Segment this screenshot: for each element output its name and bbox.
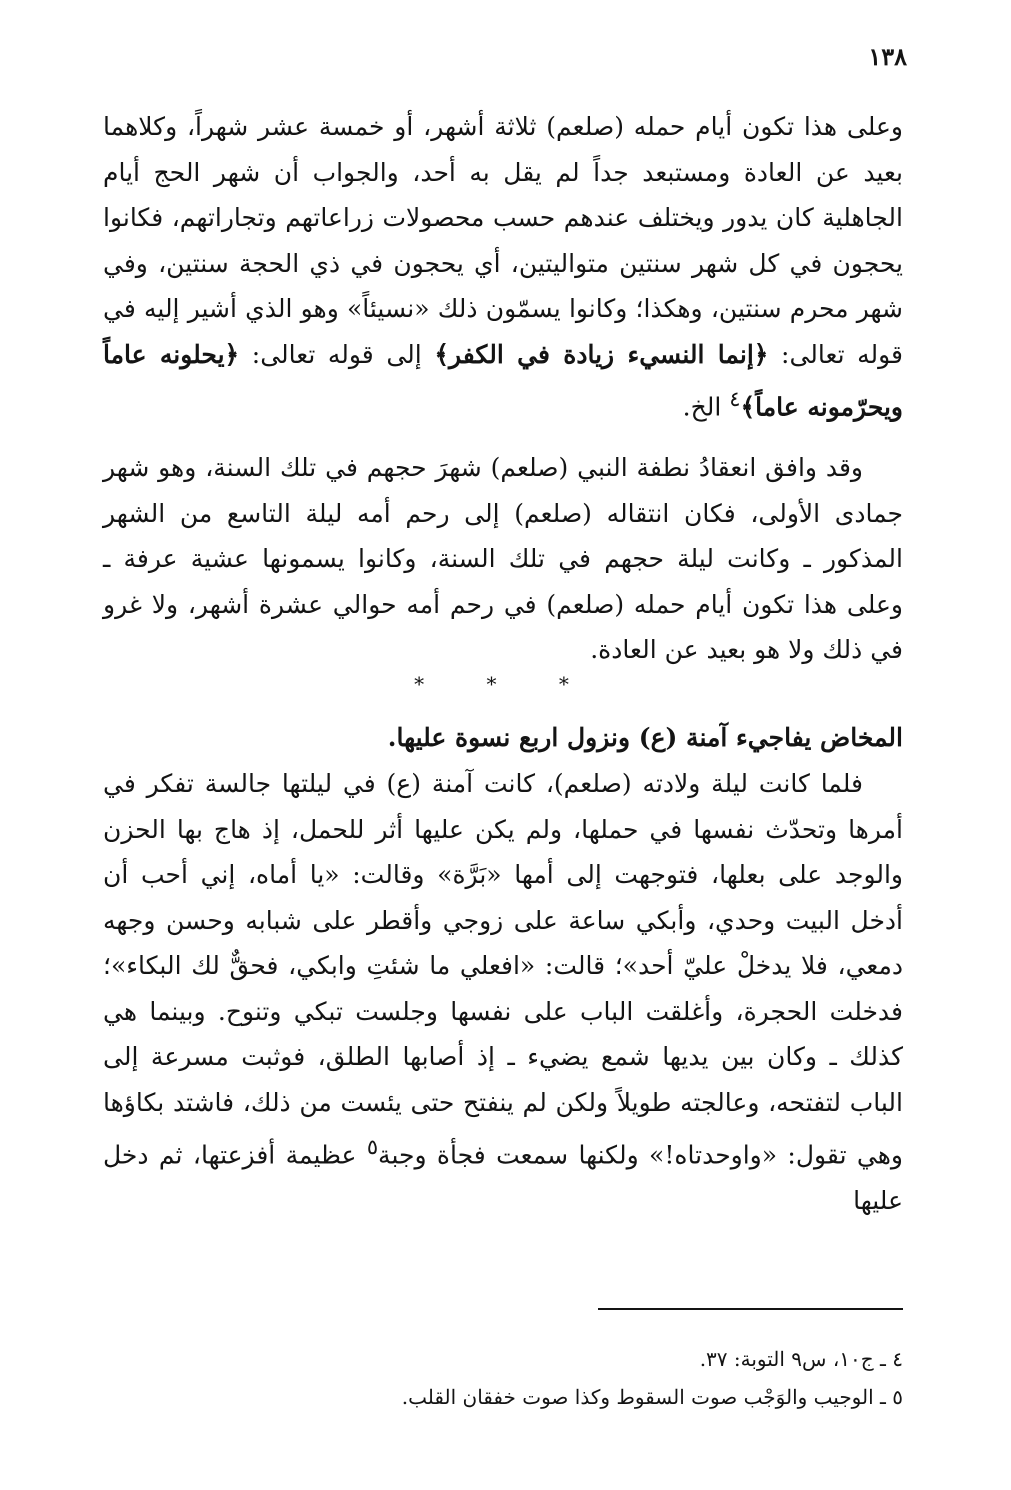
paragraph-3-ending: عظيمة أفزعتها، ثم دخل عليها [103,1140,903,1215]
paragraph-2 [103,445,903,673]
footnotes [103,1340,903,1416]
footnote-5: ٥ ـ الوجيب والوَجْب صوت السقوط وكذا صوت خفقان القلب. [401,1385,903,1409]
paragraph-3 [103,761,903,1223]
page-number: ١٣٨ [868,42,907,71]
paragraph-2-text: وقد وافق انعقادُ نطفة النبي (صلعم) شهرَ حجهم في تلك السنة، وهو شهر جمادى الأولى، فكان انتقاله (صلعم) إلى رحم أمه ليلة التاسع من الشهر المذكور ـ وكانت ليلة حجهم في تلك السنة، وكانوا يسمونها عشية عرفة ـ وعلى هذا تكون أيام حمله (صلعم) في رحم أمه حوالي عشرة أشهر، ولا غرو في ذلك ولا هو بعيد عن العادة. [103,453,903,664]
footnote-marker-4: ٤ [729,387,741,411]
paragraph-1-body: وعلى هذا تكون أيام حمله (صلعم) ثلاثة أشهر، أو خمسة عشر شهراً، وكلاهما بعيد عن العادة ومستبعد جداً لم يقل به أحد، والجواب أن شهر الحج أيام الجاهلية كان يدور ويختلف عندهم حسب محصولات زراعاتهم وتجاراتهم، فكانوا يحجون في كل شهر سنتين متواليتين، أي يحجون في ذي الحجة سنتين، وفي شهر محرم سنتين، وهكذا؛ وكانوا يسمّون ذلك «نسيئاً» وهو الذي أشير إليه في قوله تعالى: [103,112,904,369]
quran-quote-1: ﴿إنما النسيء زيادة في الكفر﴾ [434,339,769,369]
paragraph-3-body: فلما كانت ليلة ولادته (صلعم)، كانت آمنة (ع) في ليلتها جالسة تفكر في أمرها وتحدّث نفسها في حملها، ولم يكن عليها أثر للحمل، إذ هاج بها الحزن والوجد على بعلها، فتوجهت إلى أمها «بَرَّة» وقالت: «يا أماه، إني أحب أن أدخل البيت وحدي، وأبكي ساعة على زوجي وأقطر على شبابه وحسن وجهه دمعي، فلا يدخلْ عليّ أحد»؛ قالت: «افعلي ما شئتِ وابكي، فحقٌّ لك البكاء»؛ فدخلت الحجرة، وأغلقت الباب على نفسها وجلست تبكي وتنوح. وبينما هي كذلك ـ وكان بين يديها شمع يضيء ـ إذ أصابها الطلق، فوثبت مسرعة إلى الباب لتفتحه، وعالجته طويلاً ولكن لم ينفتح حتى يئست من ذلك، فاشتد بكاؤها وهي تقول: «واوحدتاه!» ولكنها سمعت فجأة وجبة [103,769,904,1170]
footnote-marker-5: ٥ [366,1135,379,1159]
section-separator: * * * [414,672,597,696]
footnote-divider [598,1308,903,1310]
section-heading: المخاض يفاجيء آمنة (ع) ونزول اربع نسوة عليها. [387,723,903,752]
quran-quote-2: ﴿يحلونه عاماً ويحرّمونه عاماً﴾ [103,339,903,422]
paragraph-1-text [103,104,903,430]
paragraph-1-connector: إلى قوله تعالى: [239,339,435,369]
paragraph-3-text [103,761,903,1223]
paragraph-1 [103,104,903,430]
paragraph-1-ending: الخ. [682,392,730,422]
footnote-4: ٤ ـ ج١٠، س٩ التوبة: ٣٧. [699,1347,903,1371]
